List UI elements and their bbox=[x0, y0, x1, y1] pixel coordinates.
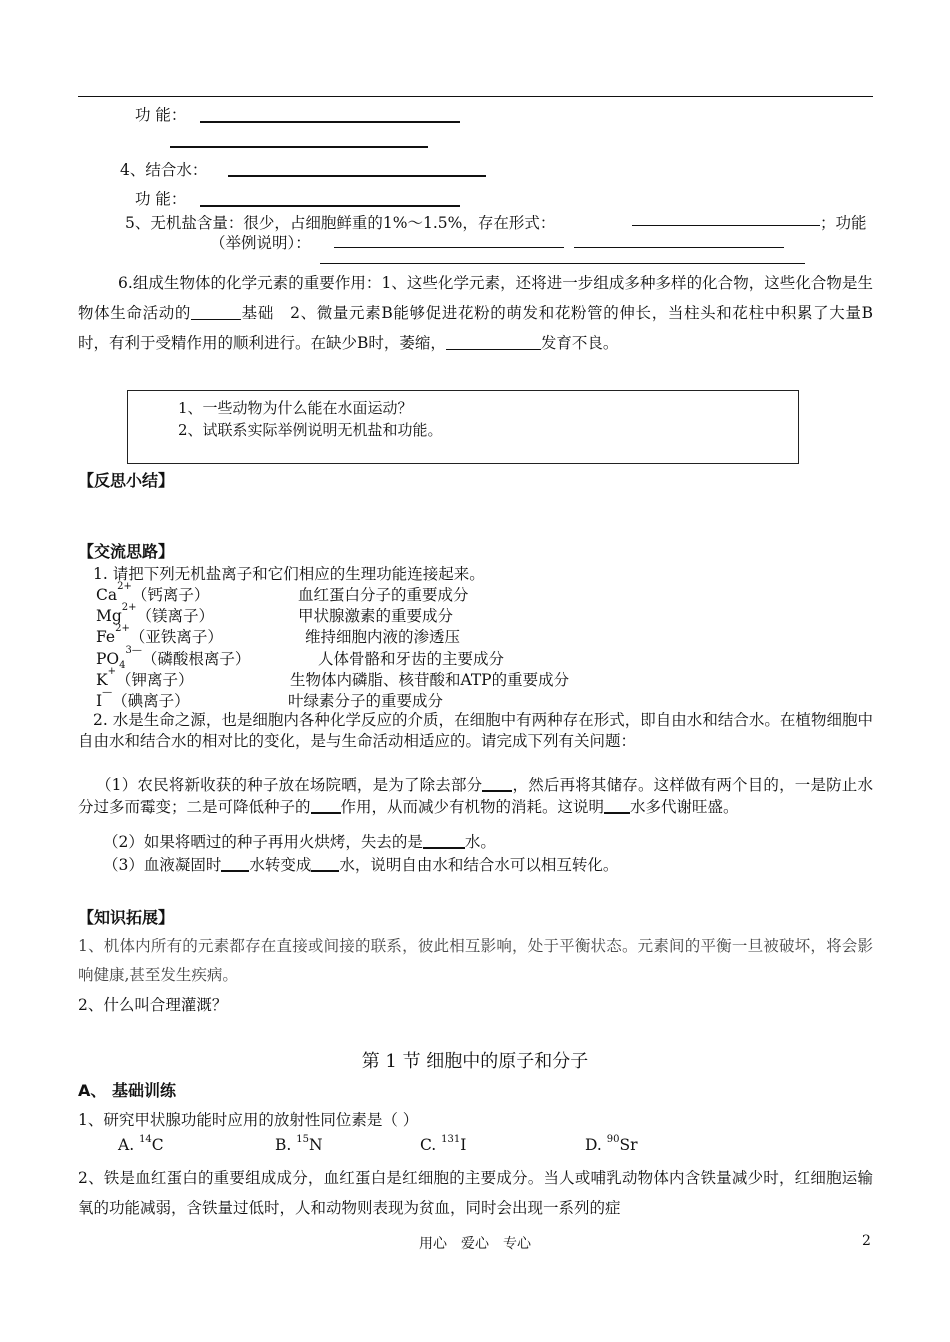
reflection-heading: 【反思小结】 bbox=[78, 471, 175, 490]
answer-option[interactable]: A. $^{14}$C bbox=[118, 1134, 164, 1154]
answer-option[interactable]: B. $^{15}$N bbox=[275, 1134, 323, 1154]
blank-line bbox=[170, 146, 428, 148]
section-question-1: 1、研究甲状腺功能时应用的放射性同位素是（ ） bbox=[78, 1111, 419, 1129]
answer-option[interactable]: D. $^{90}$Sr bbox=[585, 1134, 638, 1154]
paragraph-6: 6.组成生物体的化学元素的重要作用：1、这些化学元素，还将进一步组成多种多样的化合物，这些化合物是生物体生命活动的 基础 2、微量元素B能够促进花粉的萌发和花粉管的伸长，当柱头和花柱中积累了大量B时，有利于受精作用的顺利进行。在缺少B时，萎缩， 发育不良。 bbox=[78, 274, 873, 352]
blank-line bbox=[320, 263, 805, 264]
blank-line bbox=[200, 205, 460, 207]
ion-function: 血红蛋白分子的重要成分 bbox=[298, 586, 469, 604]
ion-function: 维持细胞内液的渗透压 bbox=[305, 628, 461, 647]
blank-line bbox=[574, 247, 784, 248]
page-number: 2 bbox=[862, 1233, 871, 1249]
ion-function: 叶绿素分子的重要成分 bbox=[288, 692, 444, 710]
water-question: 2. 水是生命之源，也是细胞内各种化学反应的介质，在细胞中有两种存在形式，即自由水和结合水。在植物细胞中自由水和结合水的相对比的变化，是与生命活动相适应的。请完成下列有关问题： bbox=[78, 711, 873, 750]
ion-item: I—（碘离子） bbox=[96, 687, 190, 710]
exchange-intro: 1. 请把下列无机盐离子和它们相应的生理功能连接起来。 bbox=[93, 565, 485, 583]
ion-function: 生物体内磷脂、核苷酸和ATP的重要成分 bbox=[290, 670, 570, 689]
ion-item: $PO_4^{3—}$（磷酸根离子） bbox=[96, 644, 251, 671]
section-title: 第 1 节 细胞中的原子和分子 bbox=[361, 1051, 589, 1072]
ion-item: $Fe^{2+}$（亚铁离子） bbox=[96, 623, 223, 647]
answer-option[interactable]: C. $^{131}$I bbox=[420, 1134, 467, 1154]
extension-heading: 【知识拓展】 bbox=[78, 908, 175, 927]
subquestion-3: （3）血液凝固时 水转变成 水，说明自由水和结合水可以相互转化。 bbox=[103, 856, 619, 874]
blank-line bbox=[334, 247, 564, 248]
salt-example-label: （举例说明）： bbox=[210, 234, 311, 252]
inorganic-salt-line: 5、无机盐含量：很少，占细胞鲜重的1%～1.5%，存在形式： bbox=[125, 214, 556, 232]
bound-water-label: 4、结合水： bbox=[120, 161, 208, 179]
basic-training-heading: A、 基础训练 bbox=[78, 1081, 176, 1100]
ion-function: 人体骨骼和牙齿的主要成分 bbox=[318, 649, 505, 668]
extension-paragraph-1: 1、机体内所有的元素都存在直接或间接的联系，彼此相互影响，处于平衡状态。元素间的平衡一旦被破坏，将会影响健康,甚至发生疾病。 bbox=[78, 937, 873, 984]
subquestion-1: （1）农民将新收获的种子放在场院晒，是为了除去部分 ，然后再将其储存。这样做有两个目的，一是防止水分过多而霉变；二是可降低种子的 作用，从而减少有机物的消耗。这说明 水多代谢旺盛。 bbox=[78, 776, 873, 816]
box-question-2: 2、试联系实际举例说明无机盐和功能。 bbox=[178, 421, 443, 439]
function-label-1: 功 能： bbox=[135, 106, 187, 124]
extension-paragraph-2: 2、什么叫合理灌溉？ bbox=[78, 996, 228, 1014]
ion-item: $Mg^{2+}$（镁离子） bbox=[96, 602, 215, 626]
blank-line bbox=[200, 121, 460, 123]
salt-function-label: ；功能 bbox=[820, 214, 867, 232]
exchange-heading: 【交流思路】 bbox=[78, 542, 175, 561]
box-question-1: 1、一些动物为什么能在水面运动？ bbox=[178, 399, 413, 417]
footer-motto: 用心 爱心 专心 bbox=[419, 1236, 531, 1252]
function-label-2: 功 能： bbox=[135, 190, 187, 208]
ion-item: $Ca^{2+}$（钙离子） bbox=[96, 581, 210, 604]
blank-line bbox=[228, 175, 486, 177]
blank-line bbox=[632, 225, 820, 226]
section-question-2: 2、铁是血红蛋白的重要组成成分，血红蛋白是红细胞的主要成分。当人或哺乳动物体内含铁量减少时，红细胞运输氧的功能减弱，含铁量过低时，人和动物则表现为贫血，同时会出现一系列的症 bbox=[78, 1169, 873, 1217]
ion-function: 甲状腺激素的重要成分 bbox=[298, 607, 454, 626]
header-rule bbox=[78, 96, 873, 97]
question-box bbox=[127, 390, 799, 464]
subquestion-2: （2）如果将晒过的种子再用火烘烤，失去的是 水。 bbox=[103, 833, 496, 851]
ion-item: K+（钾离子） bbox=[96, 665, 194, 689]
